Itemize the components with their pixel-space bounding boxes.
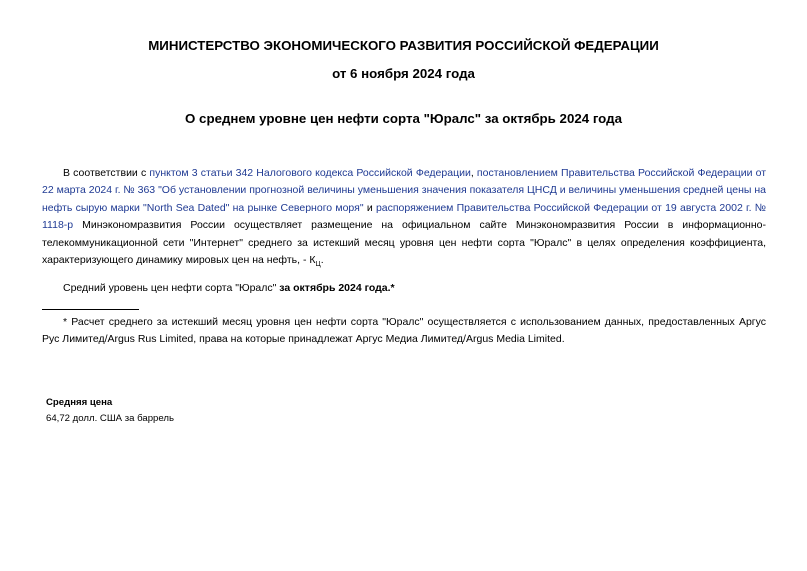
- paragraph-text: .: [320, 254, 324, 267]
- tax-code-link[interactable]: пунктом 3 статьи 342 Налогового кодекса Российской Федерации: [149, 167, 471, 179]
- footnote-divider: [42, 309, 139, 310]
- average-price-statement: [42, 280, 766, 297]
- government-resolution-link[interactable]: постановлением Правительства Российской Федерации от 22 марта 2024 г. № 363 "Об установлении прогнозной величины уменьшения значения показателя ЦНСД и величины уменьшения средней цены на нефть сырую марки "North Sea Dated" на рынке Северного моря": [42, 167, 767, 214]
- average-price-value: 64,72 долл. США за баррель: [46, 413, 175, 424]
- document-date: от 6 ноября 2024 года: [332, 66, 475, 81]
- average-price-label: Средняя цена: [46, 397, 113, 408]
- paragraph-text: и: [363, 201, 376, 214]
- statement-period: за октябрь 2024 года.*: [279, 282, 395, 294]
- coefficient-subscript: Ц: [315, 261, 321, 269]
- paragraph-text: ,: [470, 167, 477, 179]
- paragraph-text: В соответствии с: [63, 167, 150, 179]
- main-paragraph: [42, 165, 766, 274]
- ministry-heading: МИНИСТЕРСТВО ЭКОНОМИЧЕСКОГО РАЗВИТИЯ РОССИЙСКОЙ ФЕДЕРАЦИИ: [148, 38, 659, 53]
- footnote: * Расчет среднего за истекший месяц уровня цен нефти сорта "Юралс" осуществляется с использованием данных, предоставленных Аргус Рус Лимитед/Argus Rus Limited, права на которые принадлежат Аргус Медиа Лимитед/Argus Media Limited.: [42, 316, 766, 346]
- document-title: О среднем уровне цен нефти сорта "Юралс" за октябрь 2024 года: [185, 111, 622, 126]
- coefficient-symbol: К: [309, 254, 316, 267]
- paragraph-text: Минэкономразвития России осуществляет размещение на официальном сайте Минэкономразвития России в информационно-телекоммуникационной сети "Интернет" среднего за истекший месяц уровня цен нефти сорта "Юралс" в целях определения коэффициента, характеризующего динамику мировых цен на нефть, -: [42, 219, 766, 267]
- government-order-link[interactable]: распоряжением Правительства Российской Федерации от 19 августа 2002 г. № 1118-р: [42, 201, 766, 232]
- statement-text: Средний уровень цен нефти сорта "Юралс": [63, 282, 280, 294]
